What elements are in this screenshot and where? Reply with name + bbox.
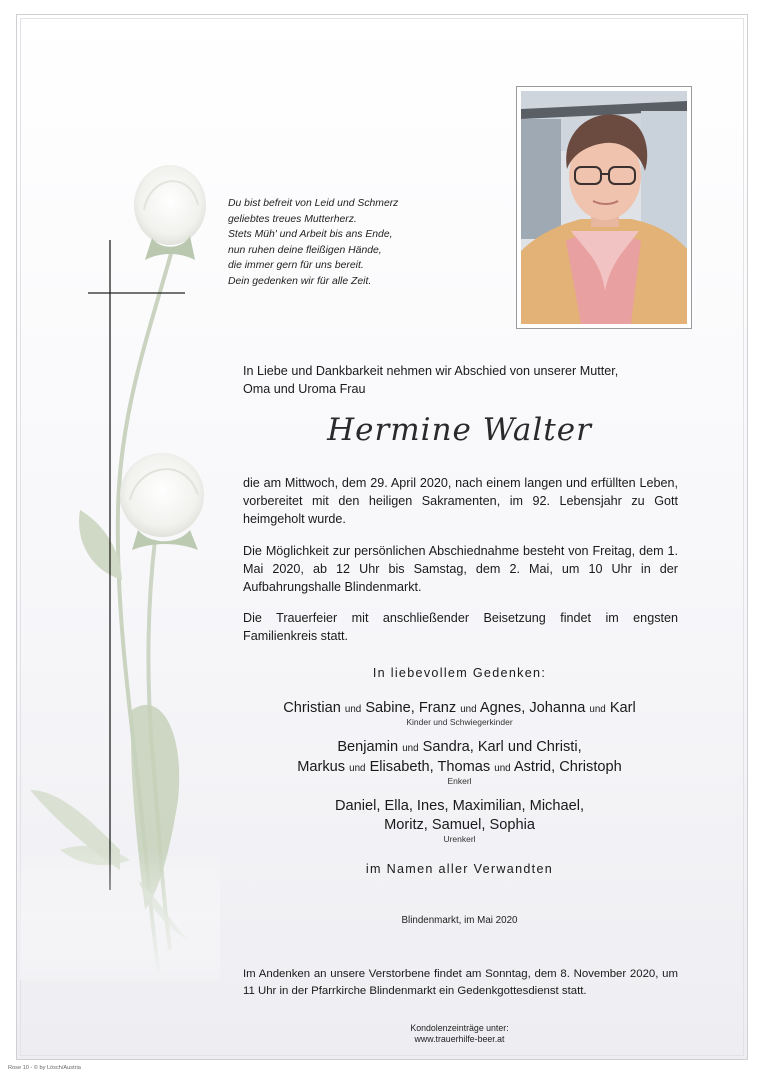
portrait-photo	[516, 86, 692, 329]
mourner-name: Markus	[297, 759, 346, 775]
poem-line: Stets Müh' und Arbeit bis ans Ende,	[228, 229, 393, 241]
und-connector: und	[494, 763, 511, 774]
poem-line: nun ruhen deine fleißigen Hände,	[228, 244, 382, 256]
portrait-image	[521, 91, 687, 324]
great-grandchildren-label: Urenkerl	[443, 834, 476, 844]
poem-line: die immer gern für uns bereit.	[228, 260, 364, 272]
condolences	[243, 1023, 676, 1045]
mourner-name: Benjamin	[337, 739, 399, 755]
und-connector: und	[402, 743, 419, 754]
poem-line: geliebtes treues Mutterherz.	[228, 213, 357, 225]
mourner-name: Karl	[609, 700, 636, 716]
condolences-label: Kondolenzeinträge unter:	[410, 1023, 509, 1033]
funeral-info: Die Trauerfeier mit anschließender Beisetzung findet im engsten Familienkreis statt.	[243, 611, 678, 644]
mourner-name: Sabine, Franz	[365, 700, 457, 716]
mourner-name: Agnes, Johanna	[479, 700, 586, 716]
und-connector: und	[349, 763, 366, 774]
intro-line: Oma und Uroma Frau	[243, 382, 366, 396]
white-rose-cross-illustration	[20, 150, 220, 980]
und-connector: und	[344, 704, 362, 715]
mourner-name: Astrid, Christoph	[513, 759, 622, 775]
farewell-info: Die Möglichkeit zur persönlichen Abschiednahme besteht von Freitag, dem 1. Mai 2020, ab 12 Uhr bis Samstag, dem 2. Mai, um 10 Uhr in der Aufbahrungshalle Blindenmarkt.	[243, 544, 678, 595]
memorial-service-note: Im Andenken an unsere Verstorbene findet am Sonntag, dem 8. November 2020, um 11 Uhr in der Pfarrkirche Blindenmarkt ein Gedenkgottesdienst statt.	[243, 968, 678, 997]
children-label: Kinder und Schwiegerkinder	[406, 717, 513, 727]
intro-line: In Liebe und Dankbarkeit nehmen wir Abschied von unserer Mutter,	[243, 364, 619, 378]
und-connector: und	[589, 704, 606, 715]
memorial-poem	[228, 196, 478, 290]
children-names	[243, 699, 676, 719]
und-connector: und	[460, 704, 477, 715]
poem-line: Du bist befreit von Leid und Schmerz	[228, 198, 399, 209]
mourner-name: Christian	[283, 700, 341, 716]
condolences-url[interactable]: www.trauerhilfe-beer.at	[414, 1034, 505, 1044]
poem-line: Dein gedenken wir für alle Zeit.	[228, 275, 372, 287]
mourners-heading: In liebevollem Gedenken:	[372, 666, 547, 680]
great-grandchildren-line2: Moritz, Samuel, Sophia	[384, 817, 535, 833]
grandchildren-names-line2	[243, 758, 676, 778]
place-date: Blindenmarkt, im Mai 2020	[401, 915, 518, 926]
mourner-name: Elisabeth, Thomas	[369, 759, 491, 775]
grandchildren-names-line1	[243, 738, 676, 758]
closing-line: im Namen aller Verwandten	[365, 862, 554, 876]
grandchildren-label: Enkerl	[447, 776, 472, 786]
mourner-name: Sandra, Karl und Christi,	[422, 739, 582, 755]
death-announcement: die am Mittwoch, dem 29. April 2020, nach einem langen und erfüllten Leben, vorbereitet mit den heiligen Sakramenten, im 92. Lebensjahr zu Gott heimgeholt wurde.	[243, 476, 678, 527]
deceased-name: Hermine Walter	[327, 412, 592, 448]
footer-credit: Rose 10 - © by Lösch/Austria	[8, 1065, 81, 1071]
intro-text	[243, 362, 676, 398]
great-grandchildren-line1: Daniel, Ella, Ines, Maximilian, Michael,	[335, 798, 584, 814]
